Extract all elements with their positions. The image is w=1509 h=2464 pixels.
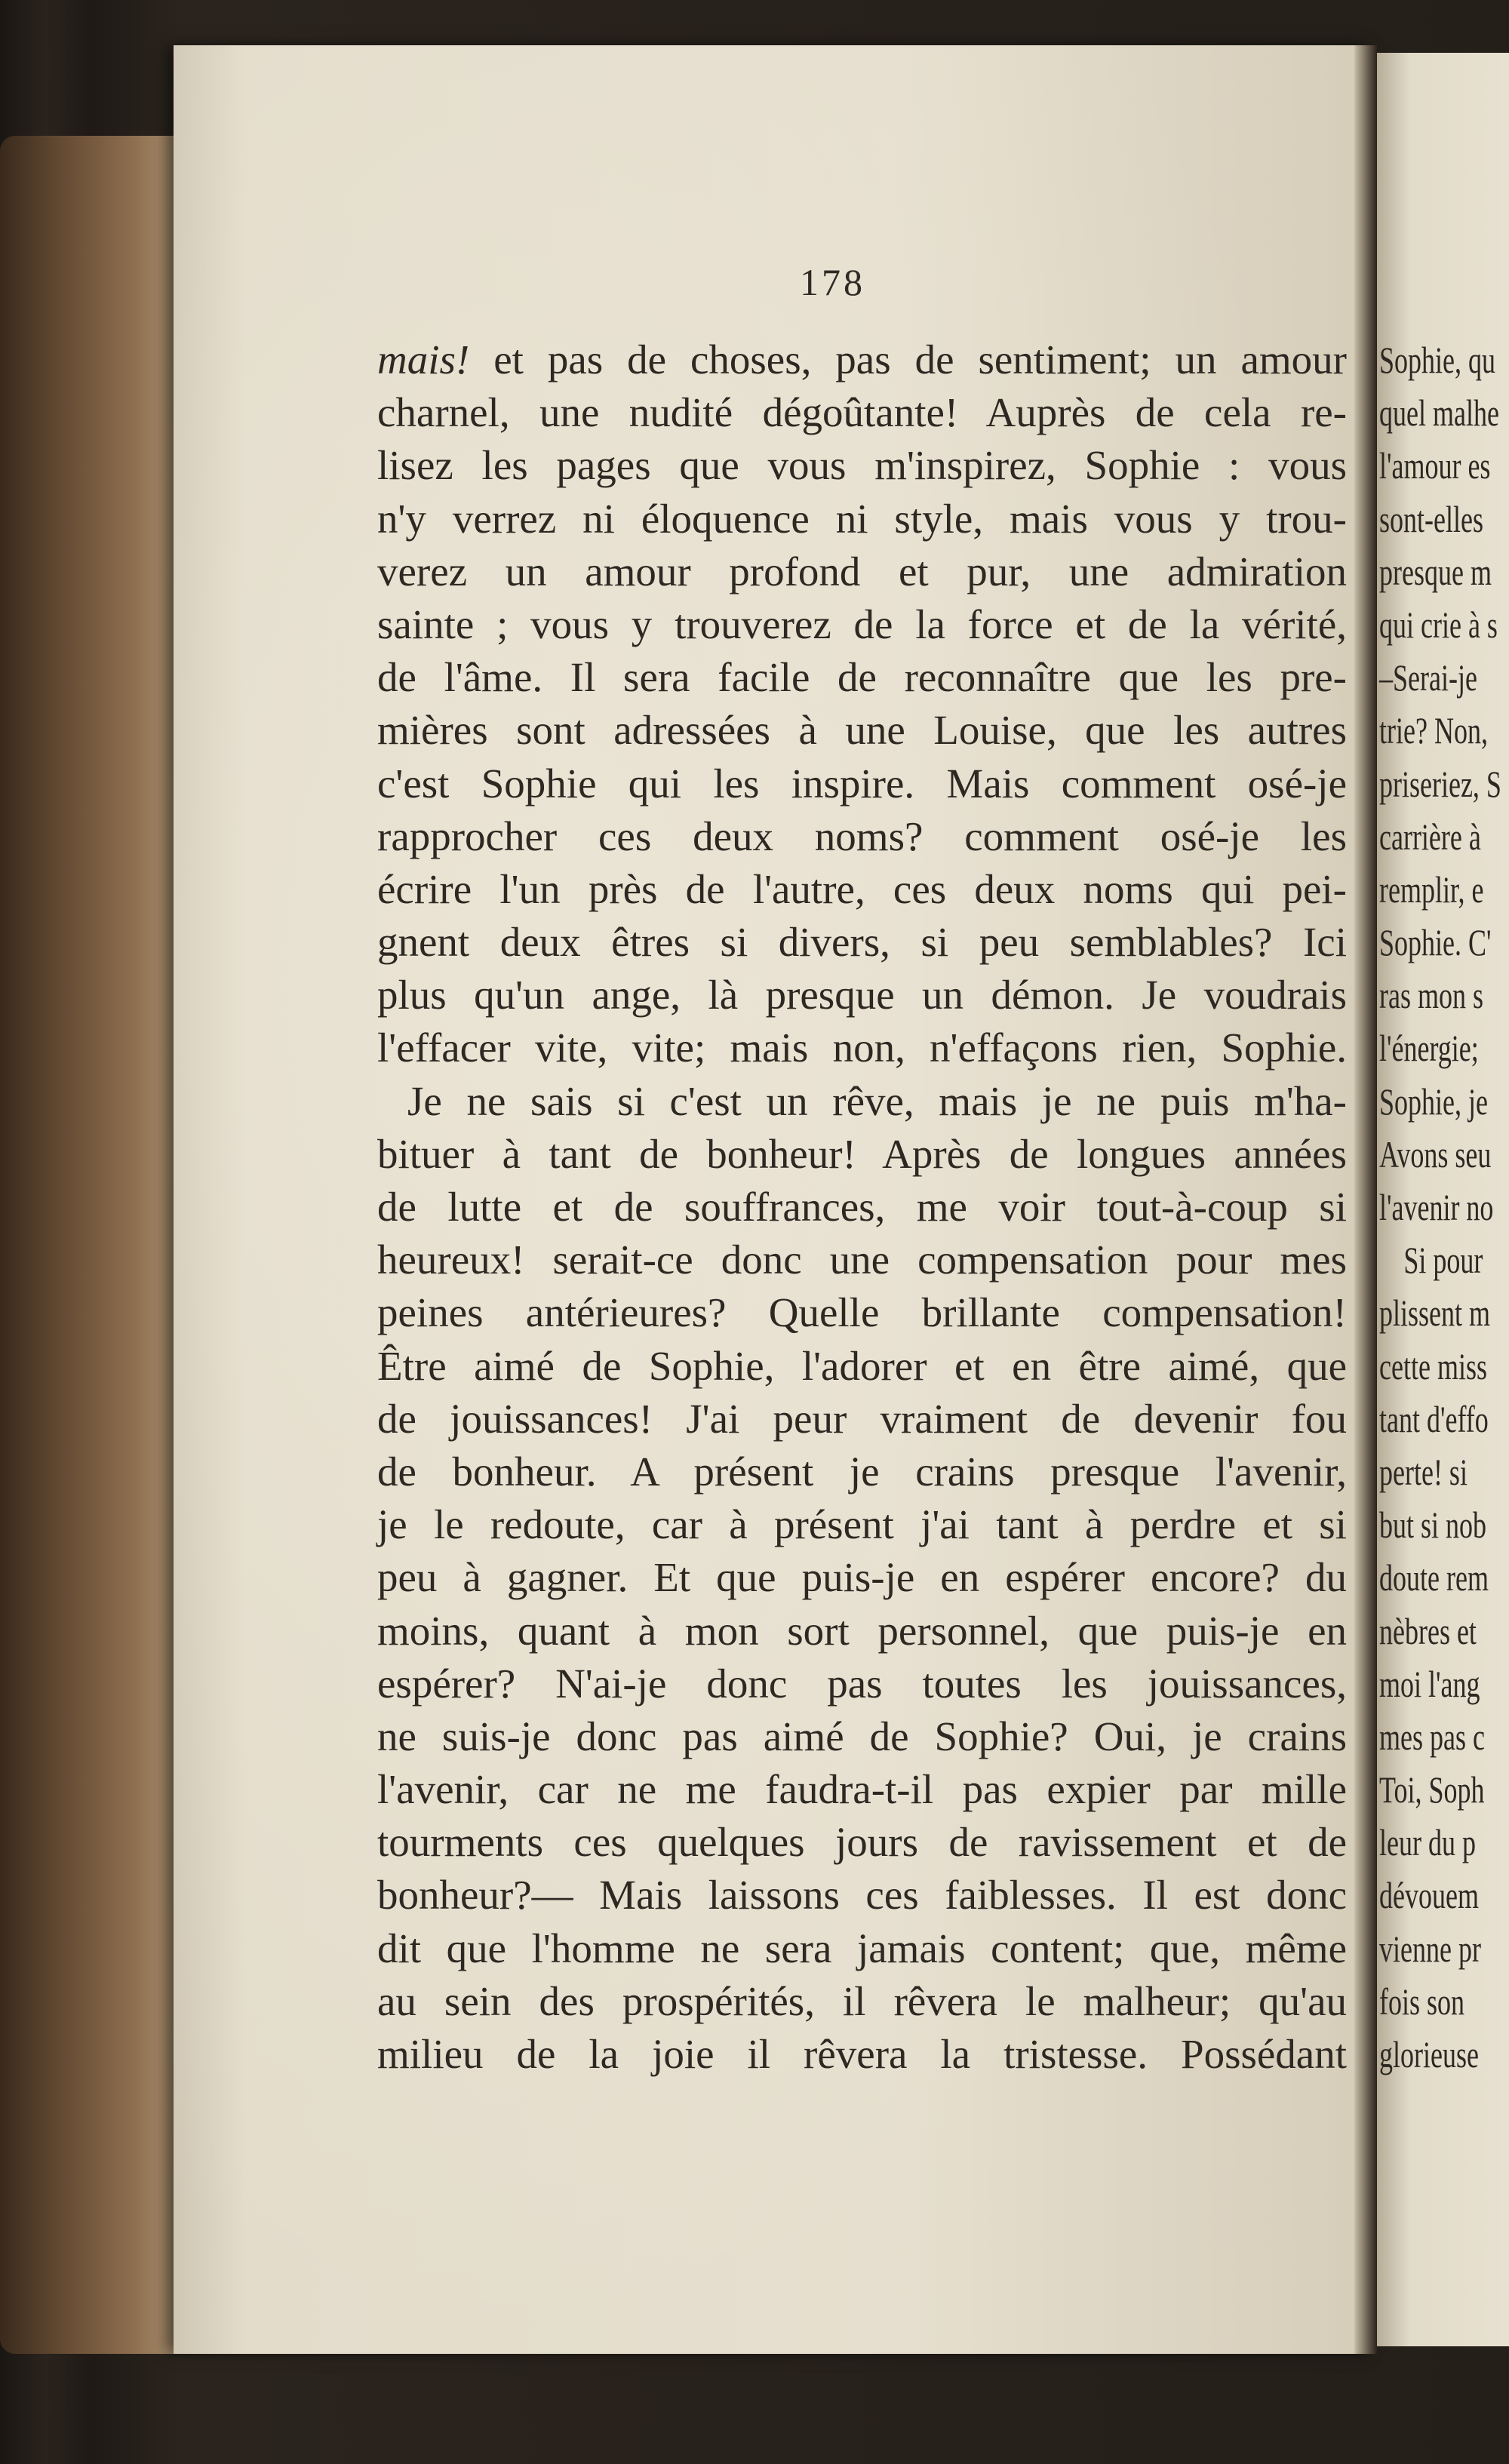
text-line [377,1234,1347,1286]
text-line [377,1286,1347,1339]
text-line-content: peu à gagner. Et que puis-je en espérer encore? du [377,1554,1347,1601]
text-line-content: de lutte et de souffrances, me voir tout-à-coup si [377,1184,1347,1230]
text-line-content: moins, quant à mon sort personnel, que puis-je en [377,1607,1347,1654]
facing-text-line: dévouem [1379,1874,1479,1917]
facing-text-line: mes pas c [1379,1715,1485,1758]
text-line-content: sainte ; vous y trouverez de la force et de la vérité, [377,601,1347,647]
text-line-content: bituer à tant de bonheur! Après de longues années [377,1130,1347,1177]
text-line [377,651,1347,704]
text-line [377,333,1347,386]
text-line-content: l'avenir, car ne me faudra-t-il pas expier par mille [377,1766,1347,1813]
text-line-content: dit que l'homme ne sera jamais content; que, même [377,1925,1347,1971]
text-line-content: de jouissances! J'ai peur vraiment de devenir fou [377,1395,1347,1442]
text-line-content: et pas de choses, pas de sentiment; un amour [469,336,1347,383]
facing-text-line: Si pour [1403,1239,1483,1282]
text-line-content: heureux! serait-ce donc une compensation pour mes [377,1237,1347,1283]
facing-text-line: Sophie, qu [1379,339,1496,381]
facing-text-line: qui crie à s [1379,603,1498,646]
facing-text-line: priseriez, S [1379,762,1501,805]
facing-text-line: fois son [1379,1980,1465,2023]
text-line [377,704,1347,757]
text-line-content: rapprocher ces deux noms? comment osé-je les [377,813,1347,859]
text-line-content: lisez les pages que vous m'inspirez, Sophie : vous [377,442,1347,489]
text-line [377,386,1347,439]
text-line-content: de l'âme. Il sera facile de reconnaître que les pre- [377,654,1347,701]
text-line [377,1816,1347,1869]
text-line [377,545,1347,598]
text-line [377,1922,1347,1975]
text-line [377,969,1347,1022]
text-line [377,757,1347,810]
facing-text-line: but si nob [1379,1504,1487,1547]
text-line [377,1075,1347,1128]
text-line-content: de bonheur. A présent je crains presque l'avenir, [377,1448,1347,1495]
facing-text-line: Sophie. C' [1379,921,1492,964]
text-line [377,1605,1347,1658]
book-gutter [1354,45,1377,2354]
facing-text-line: tant d'effo [1379,1397,1489,1440]
text-line [377,863,1347,916]
facing-text-line: plissent m [1379,1292,1491,1335]
italic-word: mais! [377,336,470,383]
facing-text-line: ras mon s [1379,974,1483,1017]
text-line [377,598,1347,651]
facing-text-line: l'énergie; [1379,1027,1479,1070]
text-line-content: c'est Sophie qui les inspire. Mais comment osé-je [377,760,1347,806]
page-number: 178 [800,261,865,303]
text-line-content: milieu de la joie il rêvera la tristesse. Possédant [377,2031,1347,2077]
text-line-content: je le redoute, car à présent j'ai tant à perdre et si [377,1501,1347,1548]
main-text-block [377,333,1347,2081]
facing-text-line: carrière à [1379,815,1481,858]
text-line-content: charnel, une nudité dégoûtante! Auprès de cela re- [377,389,1347,436]
text-line-content: espérer? N'ai-je donc pas toutes les jouissances, [377,1660,1347,1707]
text-line [377,493,1347,545]
text-line [377,1658,1347,1710]
text-line-content: au sein des prospérités, il rêvera le malheur; qu'au [377,1977,1347,2024]
text-line-content: bonheur?— Mais laissons ces faiblesses. Il est donc [377,1872,1347,1919]
text-line-content: Je ne sais si c'est un rêve, mais je ne puis m'ha- [407,1077,1347,1124]
text-line-content: l'effacer vite, vite; mais non, n'effaçons rien, Sophie. [377,1025,1347,1071]
text-line [377,1022,1347,1074]
facing-text-line: trie? Non, [1379,709,1488,752]
facing-text-line: presque m [1379,550,1492,593]
text-line-content: n'y verrez ni éloquence ni style, mais vous y trou- [377,495,1347,542]
text-line-content: plus qu'un ange, là presque un démon. Je voudrais [377,972,1347,1018]
facing-text-line: Avons seu [1379,1132,1492,1175]
text-line [377,1975,1347,2028]
text-line-content: écrire l'un près de l'autre, ces deux noms qui pei- [377,865,1347,912]
text-line-content: Être aimé de Sophie, l'adorer et en être aimé, que [377,1342,1347,1389]
facing-text-line: l'amour es [1379,444,1491,487]
text-line [377,810,1347,863]
text-line [377,439,1347,492]
facing-text-line: Toi, Soph [1379,1768,1485,1811]
facing-text-line: Sophie, je [1379,1080,1488,1123]
facing-text-line: quel malhe [1379,392,1499,435]
facing-text-line: cette miss [1379,1344,1487,1387]
facing-text-line: sont-elles [1379,497,1483,540]
book-edge [0,136,181,2354]
text-line [377,916,1347,969]
text-line-content: peines antérieures? Quelle brillante compensation! [377,1289,1347,1336]
facing-text-line: remplir, e [1379,868,1484,911]
text-line [377,1551,1347,1604]
facing-text-line: moi l'ang [1379,1662,1480,1705]
facing-text-line: l'avenir no [1379,1186,1494,1228]
text-line-content: mières sont adressées à une Louise, que les autres [377,707,1347,754]
text-line [377,1710,1347,1763]
facing-page-text-block [1379,333,1501,2081]
text-line-content: gnent deux êtres si divers, si peu semblables? Ici [377,919,1347,966]
text-line [377,1763,1347,1816]
text-line-content: tourments ces quelques jours de ravissement et de [377,1819,1347,1866]
text-line-content: verez un amour profond et pur, une admiration [377,548,1347,594]
text-line [377,1128,1347,1181]
facing-text-line: perte! si [1379,1450,1468,1493]
facing-text-line: leur du p [1379,1821,1476,1864]
facing-text-line: vienne pr [1379,1927,1481,1970]
text-line [377,1393,1347,1446]
facing-text-line: nèbres et [1379,1609,1477,1652]
text-line [377,2028,1347,2081]
text-line [377,1181,1347,1234]
text-line [377,1498,1347,1551]
text-line [377,1340,1347,1393]
facing-text-line: glorieuse [1379,2033,1479,2075]
text-line [377,1869,1347,1922]
facing-text-line: doute rem [1379,1556,1489,1599]
facing-text-line: –Serai-je [1379,656,1477,699]
text-line [377,1446,1347,1498]
text-line-content: ne suis-je donc pas aimé de Sophie? Oui, je crains [377,1713,1347,1759]
